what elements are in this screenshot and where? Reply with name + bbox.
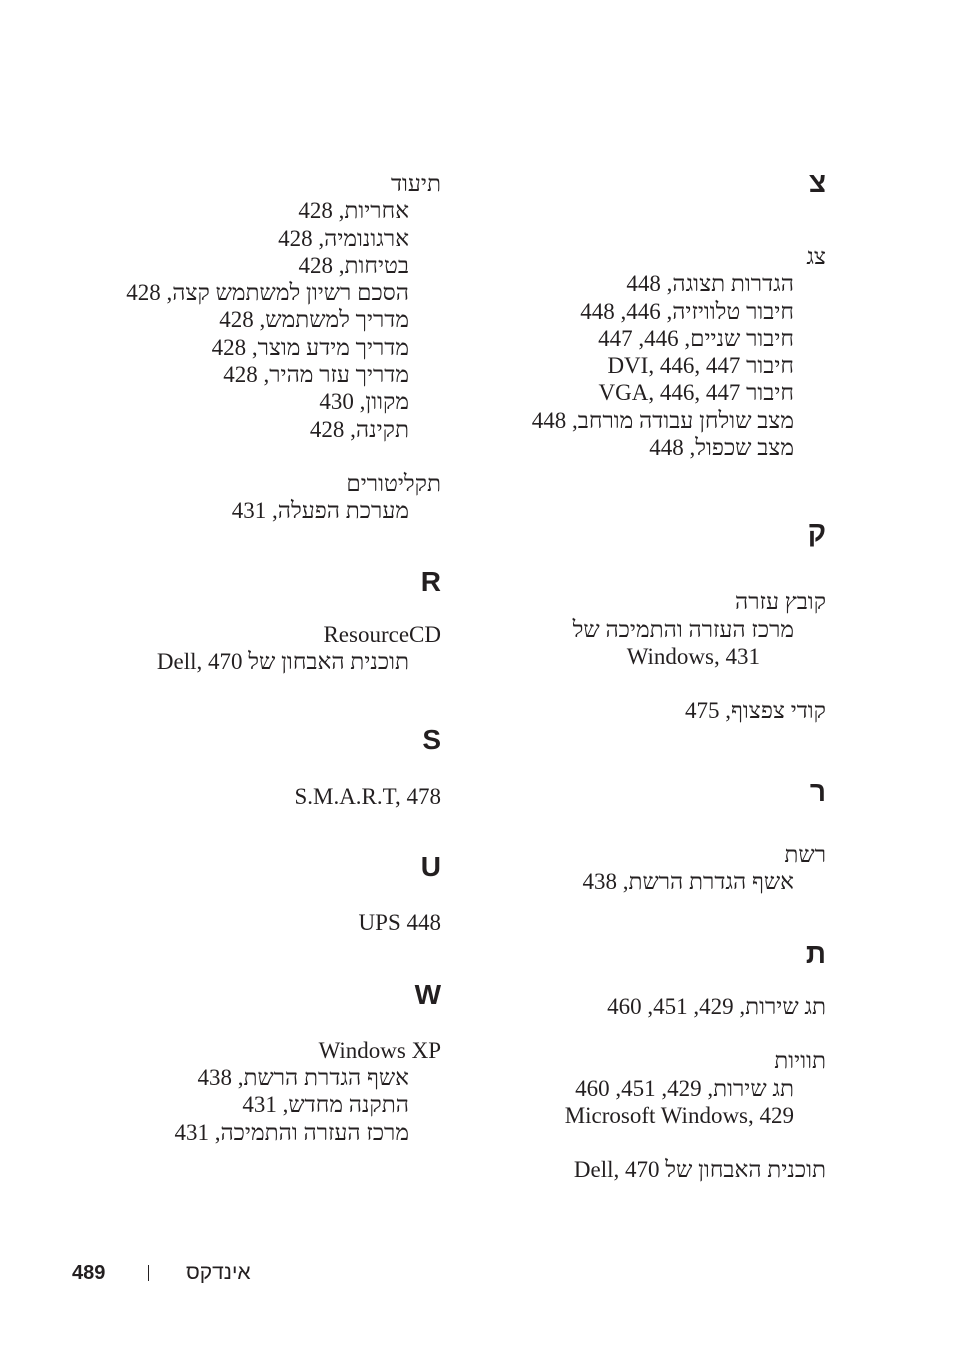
- index-letter-qof: ק: [807, 516, 826, 548]
- index-letter-R: R: [420, 565, 441, 597]
- index-subentry: הסכם רשיון למשתמש קצה, 428: [126, 280, 409, 306]
- index-entry: תוויות: [774, 1048, 826, 1074]
- page-footer: [0, 1259, 954, 1289]
- index-letter-tav: ת: [805, 938, 826, 970]
- index-subentry: מקוון, 430: [319, 389, 409, 415]
- index-subentry: Windows, 431: [626, 643, 760, 669]
- index-entry: Windows XP: [318, 1037, 441, 1063]
- index-entry: צג: [806, 244, 826, 269]
- index-subentry: ארגונומיה, 428: [278, 225, 409, 251]
- index-letter-U: U: [420, 851, 441, 883]
- index-entry: תוכנית האבחון של Dell, 470: [573, 1157, 826, 1183]
- index-entry: קודי צפצוף, 475: [685, 698, 826, 724]
- index-subentry: Microsoft Windows, 429: [564, 1103, 794, 1129]
- index-column-left: [111, 166, 441, 1146]
- index-subentry: מרכז העזרה והתמיכה, 431: [174, 1119, 409, 1145]
- index-subentry: הגדרות תצוגה, 448: [626, 271, 794, 297]
- index-subentry: מדריך למשתמש, 428: [219, 307, 409, 333]
- index-column-right: [496, 166, 826, 1184]
- index-subentry: תקינה, 428: [309, 416, 409, 442]
- index-subentry: אחריות, 428: [298, 198, 409, 224]
- index-entry: ResourceCD: [323, 621, 441, 647]
- index-subentry: מערכת הפעלה, 431: [231, 498, 409, 524]
- index-subentry: התקנה מחדש, 431: [242, 1092, 409, 1118]
- index-letter-resh: ר: [809, 775, 826, 807]
- index-letter-W: W: [414, 978, 441, 1010]
- index-subentry: חיבור VGA, 446, 447: [598, 380, 794, 406]
- index-entry: קובץ עזרה: [735, 589, 826, 615]
- index-subentry: חיבור טלוויזיה, 446, 448: [580, 298, 794, 324]
- index-subentry: בטיחות, 428: [298, 252, 409, 278]
- index-subentry: מצב שכפול, 448: [649, 435, 794, 461]
- footer-divider: [148, 1265, 149, 1281]
- index-subentry: תוכנית האבחון של Dell, 470: [156, 648, 409, 674]
- index-letter-tsadi: צ: [808, 167, 826, 198]
- index-entry: UPS 448: [358, 910, 441, 936]
- index-subentry: מדריך עזר מהיר, 428: [223, 362, 409, 388]
- index-subentry: מצב שולחן עבודה מורחב, 448: [531, 407, 794, 433]
- index-subentry: חיבור DVI, 446, 447: [607, 353, 794, 379]
- index-subentry: מדריך מידע מוצר, 428: [211, 334, 409, 360]
- index-letter-S: S: [422, 724, 441, 756]
- index-subentry: חיבור שניים, 446, 447: [598, 325, 794, 351]
- index-entry: תיעוד: [390, 171, 441, 196]
- index-subentry: תג שירות, 429, 451, 460: [575, 1075, 794, 1101]
- index-subentry: אשף הגדרת הרשת, 438: [197, 1065, 409, 1091]
- footer-section-title: אינדקס: [186, 1261, 251, 1284]
- index-subentry: אשף הגדרת הרשת, 438: [582, 868, 794, 894]
- index-entry: רשת: [784, 841, 826, 867]
- index-entry: S.M.A.R.T, 478: [294, 784, 441, 810]
- page-number: 489: [72, 1262, 106, 1284]
- index-entry: תג שירות, 429, 451, 460: [607, 994, 826, 1020]
- index-subentry: מרכז העזרה והתמיכה של: [572, 616, 794, 642]
- index-entry: תקליטורים: [346, 470, 441, 496]
